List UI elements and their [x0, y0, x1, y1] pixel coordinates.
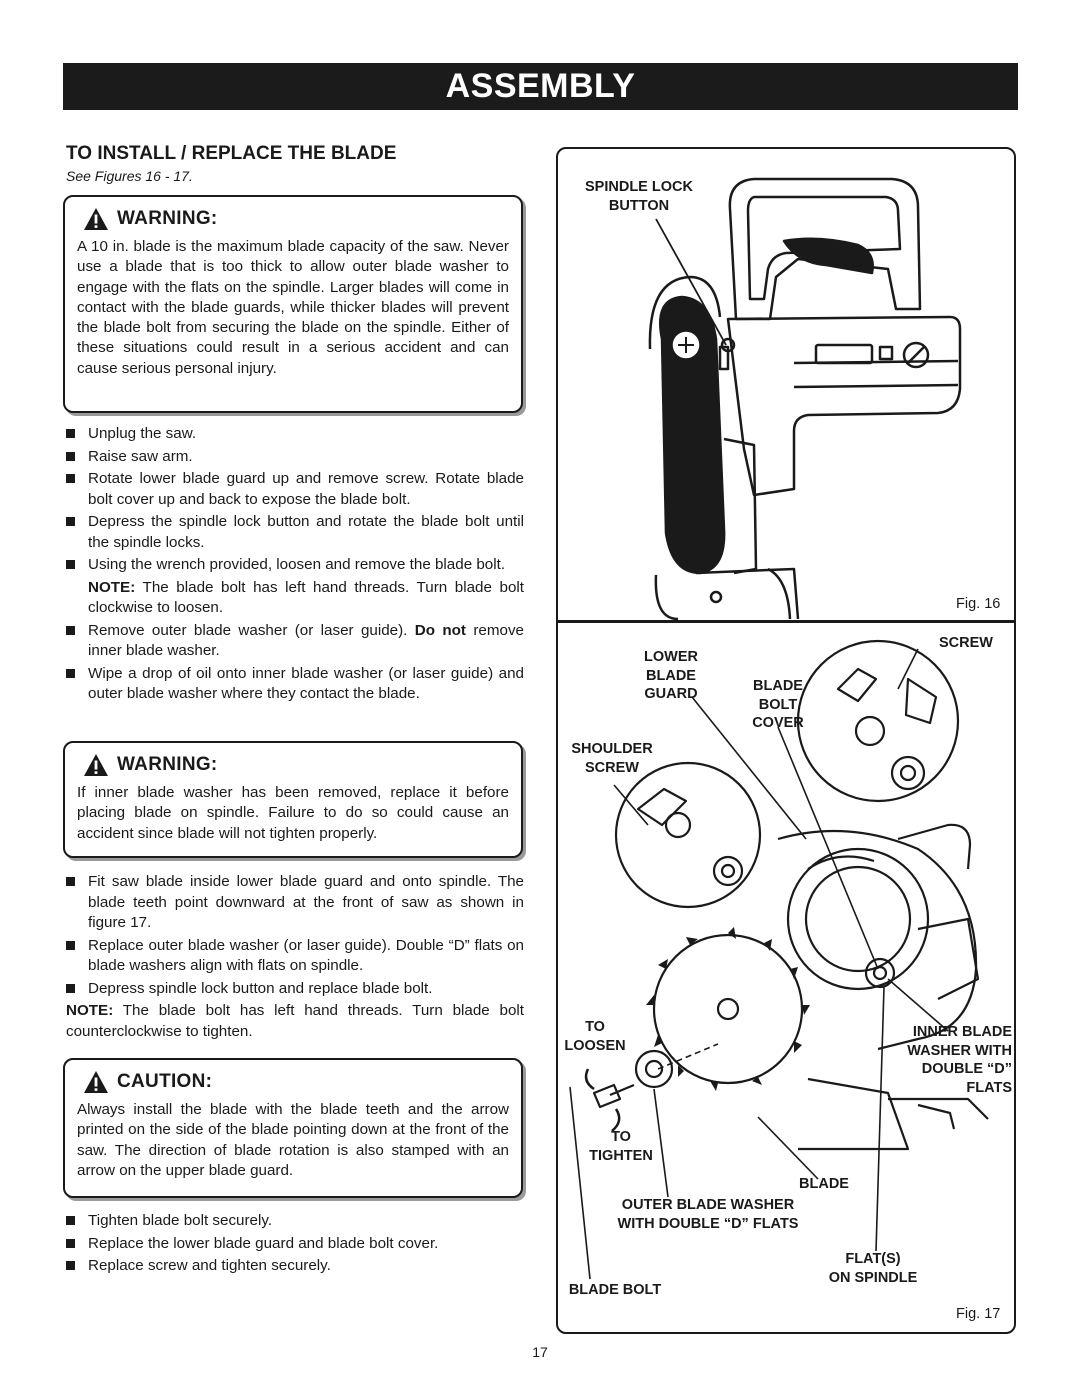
- label-to-tighten: TO TIGHTEN: [589, 1129, 653, 1164]
- warning-box-inner-washer: [63, 741, 523, 858]
- steps-list-finish: [66, 1211, 524, 1279]
- square-bullet-icon: [66, 452, 75, 461]
- caution-triangle-icon: [83, 1070, 109, 1094]
- section-banner: ASSEMBLY: [63, 63, 1018, 110]
- label-to-loosen: TO LOOSEN: [564, 1019, 626, 1054]
- warning-text: A 10 in. blade is the maximum blade capacity of the saw. Never use a blade that is too thick to allow outer blade washer to engage with the flats on the spindle. Larger blades will come in contact with the blade guards, while thicker blades will prevent the blade bolt from securing the blade on the spindle. Either of these situations could result in a serious accident and can cause serious personal injury.: [77, 238, 509, 377]
- fig17-caption: Fig. 17: [956, 1306, 1001, 1322]
- label-outer-blade-washer: OUTER BLADE WASHER WITH DOUBLE “D” FLATS: [617, 1197, 799, 1232]
- label-spindle-lock-button: SPINDLE LOCK BUTTON: [585, 179, 693, 214]
- blade-teeth: [646, 927, 810, 1091]
- label-inner-blade-washer: INNER BLADE WASHER WITH DOUBLE “D” FLATS: [907, 1024, 1012, 1096]
- square-bullet-icon: [66, 1239, 75, 1248]
- list-item: Wipe a drop of oil onto inner blade washer (or laser guide) and outer blade washer where they contact the blade.: [66, 664, 524, 705]
- steps-list-install: [66, 872, 524, 1044]
- caution-heading: CAUTION:: [117, 1071, 213, 1092]
- section-title: TO INSTALL / REPLACE THE BLADE: [66, 143, 397, 164]
- list-item: Remove outer blade washer (or laser guide). Do not remove inner blade washer.: [66, 621, 524, 662]
- warning-heading: WARNING:: [117, 208, 218, 229]
- label-screw: SCREW: [939, 635, 993, 651]
- note-left-hand-threads: NOTE: The blade bolt has left hand threads. Turn blade bolt clockwise to loosen.: [88, 578, 524, 616]
- list-item: Replace the lower blade guard and blade bolt cover.: [66, 1234, 524, 1255]
- steps-list-remove: [66, 424, 524, 707]
- list-item: Rotate lower blade guard up and remove screw. Rotate blade bolt cover up and back to expose the blade bolt.: [66, 469, 524, 510]
- square-bullet-icon: [66, 1216, 75, 1225]
- label-blade-bolt-cover: BLADE BOLT COVER: [752, 678, 804, 731]
- warning-heading: WARNING:: [117, 754, 218, 775]
- section-subtitle: See Figures 16 - 17.: [66, 168, 193, 184]
- list-item: Tighten blade bolt securely.: [66, 1211, 524, 1232]
- square-bullet-icon: [66, 1261, 75, 1270]
- note-counterclockwise: NOTE: The blade bolt has left hand threads. Turn blade bolt counterclockwise to tighten.: [66, 1002, 524, 1040]
- label-blade-bolt: BLADE BOLT: [568, 1282, 662, 1298]
- warning-text: If inner blade washer has been removed, replace it before placing blade on spindle. Failure to do so could cause an accident since blade will not tighten properly.: [77, 784, 509, 842]
- warning-triangle-icon: [83, 207, 109, 231]
- page-number: 17: [532, 1344, 548, 1360]
- square-bullet-icon: [66, 877, 75, 886]
- caution-box: [63, 1058, 523, 1198]
- square-bullet-icon: [66, 474, 75, 483]
- square-bullet-icon: [66, 941, 75, 950]
- caution-text: Always install the blade with the blade teeth and the arrow printed on the side of the blade pointing down at the front of the saw. The direction of blade rotation is also stamped with an arrow on the upper blade guard.: [77, 1101, 509, 1179]
- list-item: Unplug the saw.: [66, 424, 524, 445]
- square-bullet-icon: [66, 517, 75, 526]
- warning-box-blade-capacity: [63, 195, 523, 413]
- label-lower-blade-guard: LOWER BLADE GUARD: [644, 649, 698, 702]
- square-bullet-icon: [66, 626, 75, 635]
- list-item: Replace outer blade washer (or laser guide). Double “D” flats on blade washers align with flats on spindle.: [66, 936, 524, 977]
- warning-triangle-icon: [83, 753, 109, 777]
- square-bullet-icon: [66, 560, 75, 569]
- label-blade: BLADE: [799, 1176, 849, 1192]
- fig16-caption: Fig. 16: [956, 596, 1001, 612]
- figures-panel: [556, 147, 1016, 1334]
- list-item: Using the wrench provided, loosen and remove the blade bolt.: [66, 555, 524, 576]
- list-item: Replace screw and tighten securely.: [66, 1256, 524, 1277]
- square-bullet-icon: [66, 669, 75, 678]
- list-item: Depress spindle lock button and replace blade bolt.: [66, 979, 524, 1000]
- list-item: Depress the spindle lock button and rotate the blade bolt until the spindle locks.: [66, 512, 524, 553]
- list-item: Raise saw arm.: [66, 447, 524, 468]
- square-bullet-icon: [66, 984, 75, 993]
- label-flats-on-spindle: FLAT(S) ON SPINDLE: [828, 1251, 918, 1286]
- label-shoulder-screw: SHOULDER SCREW: [571, 741, 653, 776]
- square-bullet-icon: [66, 429, 75, 438]
- list-item: Fit saw blade inside lower blade guard and onto spindle. The blade teeth point downward at the front of saw as shown in figure 17.: [66, 872, 524, 934]
